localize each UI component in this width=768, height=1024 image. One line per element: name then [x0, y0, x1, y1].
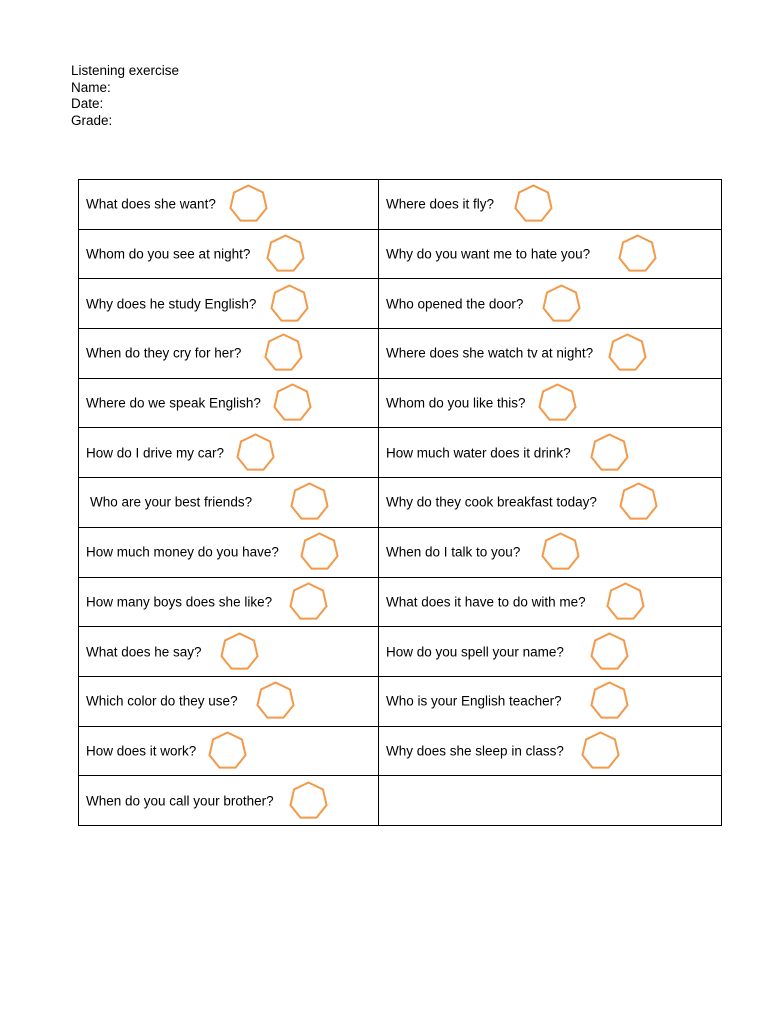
- question-cell-right: [379, 676, 722, 726]
- question-cell-right: [379, 577, 722, 627]
- question-text: How do I drive my car?: [86, 445, 225, 461]
- heptagon-outline: [271, 285, 307, 320]
- question-cell-left: [79, 180, 379, 230]
- question-text: What does she want?: [86, 196, 216, 212]
- question-cell-left: [79, 378, 379, 428]
- question-text: Where do we speak English?: [86, 395, 261, 411]
- heptagon-outline: [291, 484, 327, 519]
- question-text: Why do you want me to hate you?: [386, 246, 591, 262]
- table-row: [79, 378, 722, 428]
- question-text: How does it work?: [86, 743, 197, 759]
- questions-table: [78, 179, 722, 826]
- name-label: Name:: [71, 79, 111, 95]
- table-row: [79, 627, 722, 677]
- heptagon-outline: [290, 782, 326, 817]
- heptagon-outline: [230, 186, 266, 221]
- question-text: Who is your English teacher?: [386, 693, 562, 709]
- heptagon-icon: [263, 333, 304, 374]
- heptagon-icon: [618, 482, 659, 523]
- question-cell-left: [79, 527, 379, 577]
- table-row: [79, 676, 722, 726]
- heptagon-outline: [257, 683, 293, 718]
- heptagon-icon: [219, 631, 260, 672]
- worksheet-title: Listening exercise: [71, 63, 180, 78]
- question-cell-right: [379, 627, 722, 677]
- question-text: Whom do you like this?: [386, 395, 526, 411]
- heptagon-icon: [228, 184, 269, 225]
- heptagon-icon: [589, 681, 630, 722]
- heptagon-icon: [235, 432, 276, 473]
- question-text: How many boys does she like?: [86, 594, 273, 610]
- question-cell-right: [379, 329, 722, 379]
- table-row: [79, 478, 722, 528]
- heptagon-outline: [582, 732, 618, 767]
- question-text: How do you spell your name?: [386, 644, 564, 660]
- grade-label: Grade:: [71, 113, 113, 129]
- heptagon-outline: [620, 484, 656, 519]
- question-text: What does he say?: [86, 644, 202, 660]
- heptagon-outline: [265, 335, 301, 370]
- heptagon-icon: [537, 383, 578, 424]
- heptagon-icon: [269, 283, 310, 324]
- table-row: [79, 279, 722, 329]
- question-text: Which color do they use?: [86, 693, 238, 709]
- heptagon-icon: [605, 581, 646, 622]
- date-label: Date:: [71, 96, 104, 112]
- question-text: When do they cry for her?: [86, 345, 242, 361]
- worksheet-header: [71, 63, 179, 130]
- heptagon-outline: [539, 385, 575, 420]
- heptagon-icon: [607, 333, 648, 374]
- question-text: When do you call your brother?: [86, 793, 274, 809]
- heptagon-outline: [619, 236, 655, 271]
- question-cell-left: [79, 478, 379, 528]
- heptagon-icon: [272, 383, 313, 424]
- heptagon-outline: [267, 236, 303, 271]
- question-text: Whom do you see at night?: [86, 246, 251, 262]
- question-text: Why does she sleep in class?: [386, 743, 564, 759]
- question-text: Why do they cook breakfast today?: [386, 494, 597, 510]
- table-row: [79, 776, 722, 826]
- heptagon-outline: [221, 633, 257, 668]
- heptagon-icon: [513, 184, 554, 225]
- question-text: How much water does it drink?: [386, 445, 571, 461]
- question-text: When do I talk to you?: [386, 544, 521, 560]
- heptagon-outline: [591, 633, 627, 668]
- heptagon-icon: [289, 482, 330, 523]
- heptagon-icon: [255, 681, 296, 722]
- heptagon-icon: [265, 234, 306, 275]
- heptagon-outline: [591, 683, 627, 718]
- question-cell-right: [379, 478, 722, 528]
- heptagon-outline: [290, 583, 326, 618]
- heptagon-icon: [288, 581, 329, 622]
- question-text: Why does he study English?: [86, 296, 257, 312]
- table-row: [79, 229, 722, 279]
- heptagon-outline: [515, 186, 551, 221]
- question-cell-right: [379, 229, 722, 279]
- heptagon-icon: [589, 631, 630, 672]
- question-cell-left: [79, 329, 379, 379]
- table-row: [79, 329, 722, 379]
- heptagon-icon: [617, 234, 658, 275]
- question-cell-left: [79, 279, 379, 329]
- question-cell-left: [79, 627, 379, 677]
- table-row: [79, 180, 722, 230]
- heptagon-outline: [301, 534, 337, 569]
- question-cell-left: [79, 776, 379, 826]
- question-cell-right: [379, 279, 722, 329]
- question-cell-right: [379, 378, 722, 428]
- table-row: [79, 726, 722, 776]
- heptagon-icon: [299, 532, 340, 573]
- heptagon-icon: [541, 283, 582, 324]
- question-text: How much money do you have?: [86, 544, 279, 560]
- question-text: Who are your best friends?: [90, 494, 253, 510]
- question-cell-left: [79, 229, 379, 279]
- question-text: Who opened the door?: [386, 296, 524, 312]
- heptagon-outline: [237, 434, 273, 469]
- question-cell-left: [79, 726, 379, 776]
- question-text: Where does she watch tv at night?: [386, 345, 594, 361]
- heptagon-outline: [609, 335, 645, 370]
- question-cell-left: [79, 676, 379, 726]
- table-row: [79, 527, 722, 577]
- question-cell-right: [379, 428, 722, 478]
- question-text: Where does it fly?: [386, 196, 495, 212]
- question-cell-right: [379, 776, 722, 826]
- question-text: What does it have to do with me?: [386, 594, 586, 610]
- heptagon-icon: [207, 730, 248, 771]
- heptagon-icon: [288, 780, 329, 821]
- question-cell-right: [379, 180, 722, 230]
- table-row: [79, 428, 722, 478]
- heptagon-outline: [591, 434, 627, 469]
- heptagon-icon: [580, 730, 621, 771]
- heptagon-outline: [209, 732, 245, 767]
- question-cell-left: [79, 577, 379, 627]
- heptagon-icon: [589, 432, 630, 473]
- heptagon-outline: [542, 534, 578, 569]
- heptagon-outline: [274, 385, 310, 420]
- heptagon-icon: [540, 532, 581, 573]
- question-cell-left: [79, 428, 379, 478]
- table-row: [79, 577, 722, 627]
- heptagon-outline: [607, 583, 643, 618]
- question-cell-right: [379, 726, 722, 776]
- heptagon-outline: [543, 285, 579, 320]
- question-cell-right: [379, 527, 722, 577]
- questions-table-body: [79, 180, 722, 826]
